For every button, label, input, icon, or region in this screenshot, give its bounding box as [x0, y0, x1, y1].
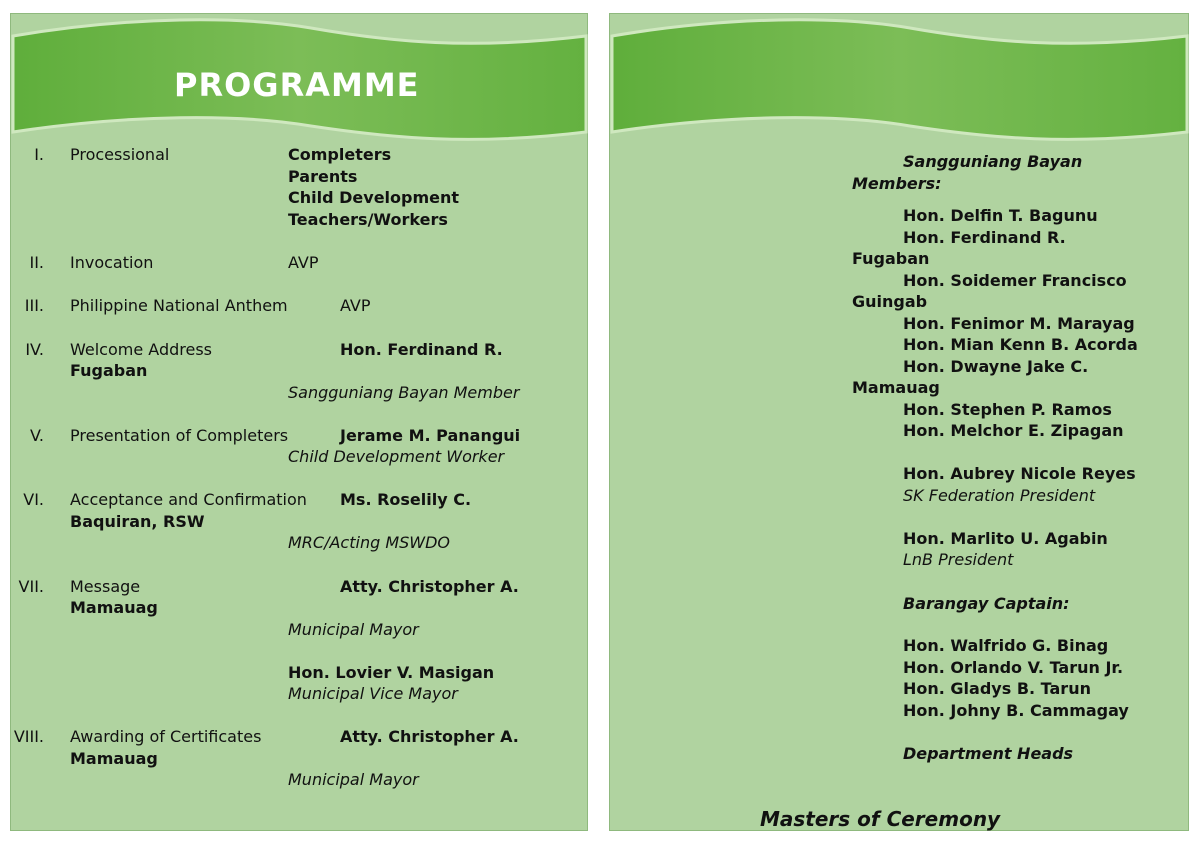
speaker-role: Municipal Mayor [288, 620, 419, 639]
official-name: Hon. Johny B. Cammagay [903, 701, 1129, 720]
item-number: VIII. [13, 727, 44, 746]
speaker-name: Ms. Roselily C. [340, 490, 472, 509]
item-label: Invocation [70, 253, 154, 272]
official-name: Hon. Melchor E. Zipagan [903, 421, 1124, 440]
item-number: VII. [18, 577, 44, 596]
item-label: Acceptance and Confirmation [70, 490, 307, 509]
item-number: III. [24, 296, 44, 315]
speaker-name: Baquiran, RSW [70, 512, 205, 531]
official-name: Hon. Aubrey Nicole Reyes [903, 464, 1136, 483]
official-name: Hon. Walfrido G. Binag [903, 636, 1109, 655]
official-name: Fugaban [852, 249, 930, 268]
sb-heading: Sangguniang Bayan [903, 152, 1083, 171]
item-label: Processional [70, 145, 170, 164]
item-label: Presentation of Completers [70, 426, 289, 445]
speaker-name: Hon. Lovier V. Masigan [288, 663, 495, 682]
item-value: AVP [288, 253, 319, 272]
speaker-role: Municipal Mayor [288, 770, 419, 789]
speaker-name: Jerame M. Panangui [340, 426, 521, 445]
item-value: Parents [288, 167, 358, 186]
masters-of-ceremony-heading: Masters of Ceremony [760, 807, 1001, 831]
speaker-role: Child Development Worker [288, 447, 505, 466]
item-label: Philippine National Anthem [70, 296, 288, 315]
item-label: Welcome Address [70, 340, 212, 359]
item-value: Completers [288, 145, 392, 164]
speaker-name: Atty. Christopher A. [340, 577, 519, 596]
official-name: Guingab [852, 292, 928, 311]
brgy-heading: Barangay Captain: [903, 594, 1070, 613]
official-name: Hon. Orlando V. Tarun Jr. [903, 658, 1124, 677]
page-title: PROGRAMME [174, 66, 420, 104]
official-name: Hon. Soidemer Francisco [903, 271, 1127, 290]
speaker-role: Municipal Vice Mayor [288, 684, 458, 703]
item-number: IV. [25, 340, 44, 359]
item-value: AVP [340, 296, 371, 315]
item-number: I. [34, 145, 44, 164]
speaker-name: Hon. Ferdinand R. [340, 340, 503, 359]
item-number: V. [30, 426, 44, 445]
official-name: Hon. Stephen P. Ramos [903, 400, 1112, 419]
speaker-name: Mamauag [70, 749, 158, 768]
speaker-name: Fugaban [70, 361, 148, 380]
official-name: Hon. Mian Kenn B. Acorda [903, 335, 1138, 354]
official-name: Hon. Dwayne Jake C. [903, 357, 1089, 376]
speaker-role: MRC/Acting MSWDO [288, 533, 451, 552]
banner-ribbon [610, 14, 1190, 154]
official-name: Hon. Ferdinand R. [903, 228, 1066, 247]
sb-heading: Members: [852, 174, 942, 193]
speaker-name: Mamauag [70, 598, 158, 617]
official-name: Hon. Fenimor M. Marayag [903, 314, 1135, 333]
item-value: Child Development [288, 188, 460, 207]
programme-panel [10, 13, 588, 831]
item-label: Message [70, 577, 141, 596]
speaker-role: Sangguniang Bayan Member [288, 383, 520, 402]
official-name: Hon. Gladys B. Tarun [903, 679, 1091, 698]
official-role: LnB President [903, 550, 1014, 569]
dept-heading: Department Heads [903, 744, 1074, 763]
official-name: Hon. Delfin T. Bagunu [903, 206, 1098, 225]
speaker-name: Atty. Christopher A. [340, 727, 519, 746]
official-name: Mamauag [852, 378, 940, 397]
item-number: II. [29, 253, 44, 272]
item-number: VI. [23, 490, 44, 509]
item-label: Awarding of Certificates [70, 727, 262, 746]
official-name: Hon. Marlito U. Agabin [903, 529, 1108, 548]
item-value: Teachers/Workers [288, 210, 448, 229]
official-role: SK Federation President [903, 486, 1096, 505]
